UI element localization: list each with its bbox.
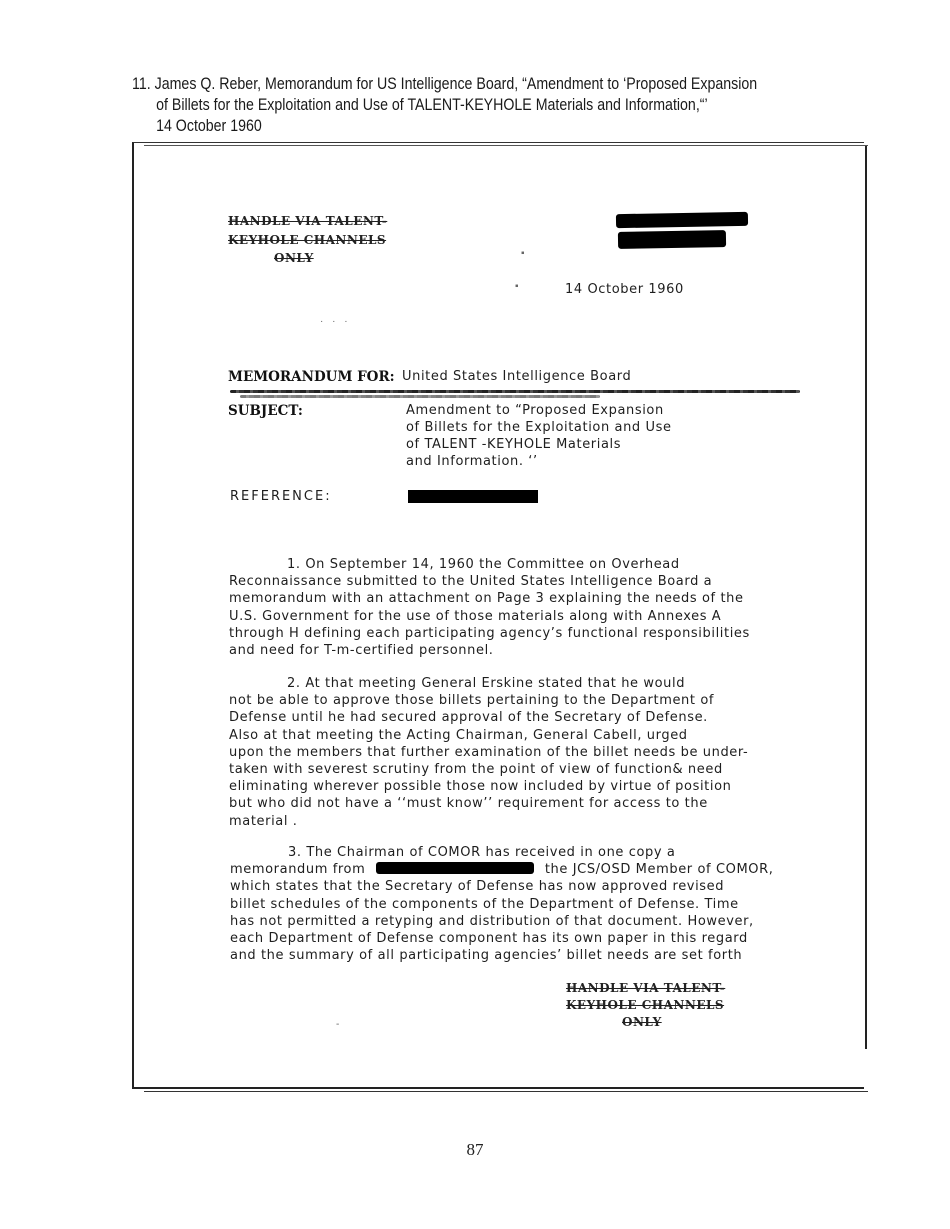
redaction-bar — [616, 212, 748, 228]
subject-line-4: and Information. ‘’ — [406, 454, 538, 469]
scan-smear — [240, 395, 600, 398]
subject-text — [406, 402, 672, 470]
paragraph-3 — [230, 844, 773, 964]
paragraph-1 — [229, 556, 750, 659]
footer-stamp-line-2: KEYHOLE CHANNELS — [566, 998, 725, 1012]
paragraph-line: but who did not have a ‘‘must know’’ requirement for access to the — [229, 796, 708, 812]
page-number: 87 — [466, 1140, 484, 1159]
paragraph-line: upon the members that further examination of the billet needs be under- — [229, 744, 749, 760]
memo-for-label: MEMORANDUM FOR: — [228, 369, 395, 385]
paragraph-line: eliminating wherever possible those now included by virtue of position — [229, 779, 732, 795]
frame-edge — [144, 1091, 868, 1093]
paragraph-line: Defense until he had secured approval of the Secretary of Defense. — [229, 710, 708, 726]
paragraph-line: billet schedules of the components of the Department of Defense. Time — [230, 896, 739, 912]
header-stamp-line-2: KEYHOLE CHANNELS — [228, 233, 387, 247]
frame-edge — [865, 145, 867, 1049]
header-stamp-line-3: ONLY — [274, 251, 314, 265]
header-stamp-line-1: HANDLE VIA TALENT- — [228, 214, 388, 228]
paragraph-line: material . — [229, 813, 298, 829]
scan-speck: ▪ — [521, 248, 525, 259]
paragraph-line: through H defining each participating agency’s functional responsibilities — [229, 625, 750, 641]
paragraph-line: not be able to approve those billets pertaining to the Department of — [229, 693, 715, 709]
paragraph-line: and the summary of all participating agencies’ billet needs are set forth — [230, 948, 743, 964]
scan-speck: ▪ — [515, 281, 519, 292]
paragraph-line: Also at that meeting the Acting Chairman, General Cabell, urged — [229, 727, 688, 743]
paragraph-line: and need for T-m-certified personnel. — [229, 643, 494, 659]
paragraph-line: 1. On September 14, 1960 the Committee on Overhead — [287, 557, 680, 572]
subject-line-1: Amendment to “Proposed Expansion — [406, 403, 664, 418]
paragraph-line-with-redaction — [230, 861, 773, 878]
scan-speck: · · · — [320, 316, 351, 327]
paragraph-line: taken with severest scrutiny from the point of view of function& need — [229, 762, 723, 778]
paragraph-line: has not permitted a retyping and distribution of that document. However, — [230, 913, 754, 929]
scan-speck: - — [336, 1019, 340, 1030]
caption-line-3: 14 October 1960 — [156, 117, 262, 135]
paragraph-fragment: memorandum from — [230, 862, 366, 878]
paragraph-line: 2. At that meeting General Erskine stated that he would — [287, 676, 686, 691]
caption-line-2: of Billets for the Exploitation and Use of TALENT-KEYHOLE Materials and Information,“’ — [156, 96, 708, 114]
memo-for-value: United States Intelligence Board — [402, 369, 632, 384]
frame-edge — [144, 145, 868, 146]
redaction-bar — [618, 230, 726, 249]
paragraph-line: which states that the Secretary of Defense has now approved revised — [230, 879, 725, 895]
scan-smear — [230, 390, 800, 393]
memo-date: 14 October 1960 — [565, 282, 684, 297]
subject-label: SUBJECT: — [228, 403, 303, 419]
reference-label: REFERENCE: — [230, 489, 332, 504]
paragraph-line: U.S. Government for the use of those materials along with Annexes A — [229, 608, 722, 624]
caption-line-1: 11. James Q. Reber, Memorandum for US Intelligence Board, “Amendment to ‘Proposed Expansion — [132, 75, 758, 93]
paragraph-line: each Department of Defense component has its own paper in this regard — [230, 931, 748, 947]
subject-line-2: of Billets for the Exploitation and Use — [406, 420, 672, 435]
paragraph-line: memorandum with an attachment on Page 3 explaining the needs of the — [229, 591, 744, 607]
redaction-bar — [408, 490, 538, 503]
paragraph-line: 3. The Chairman of COMOR has received in one copy a — [288, 845, 676, 860]
subject-line-3: of TALENT -KEYHOLE Materials — [406, 437, 622, 452]
figure-caption — [132, 74, 768, 137]
footer-stamp-line-3: ONLY — [622, 1015, 662, 1029]
paragraph-fragment: the JCS/OSD Member of COMOR, — [544, 862, 774, 878]
footer-stamp-line-1: HANDLE VIA TALENT- — [566, 981, 726, 995]
redaction-bar-inline — [376, 862, 534, 874]
paragraph-2 — [229, 675, 748, 830]
paragraph-line: Reconnaissance submitted to the United States Intelligence Board a — [229, 574, 713, 590]
